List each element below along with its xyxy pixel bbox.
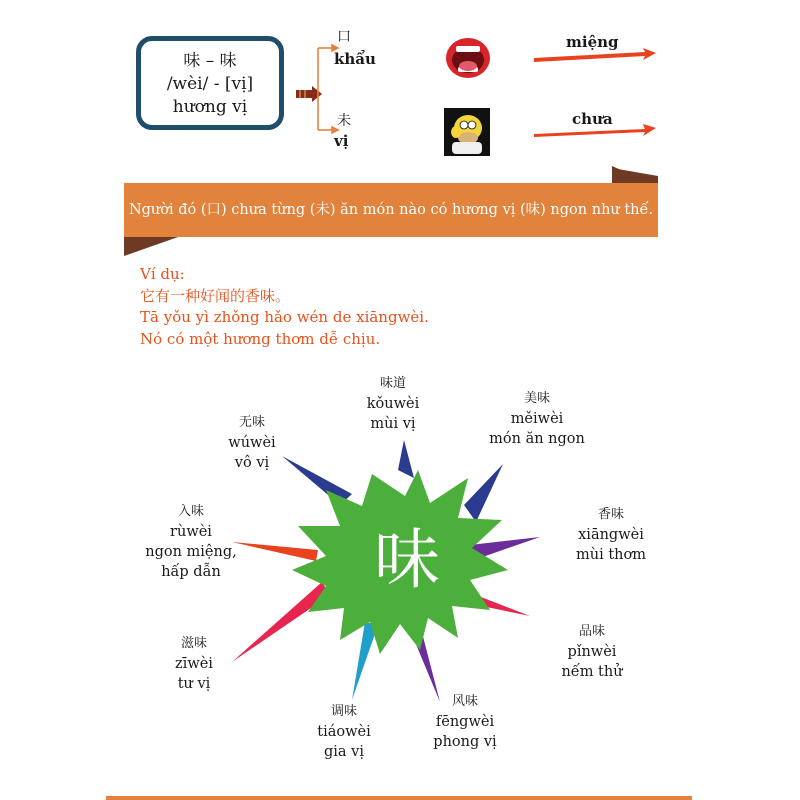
mindmap-node-wuwei: [228, 413, 275, 473]
component-word-2: vị: [334, 132, 349, 150]
word-card-hanzi: 味 – 味: [183, 51, 237, 71]
node-hanzi: 无味: [238, 415, 266, 430]
node-hanzi: 味道: [379, 376, 406, 391]
mindmap-node-ziwei: [175, 634, 213, 694]
example-pinyin: Tā yǒu yì zhǒng hǎo wén de xiāngwèi.: [140, 308, 429, 326]
node-hanzi: 美味: [523, 391, 550, 406]
node-hanzi: 风味: [451, 694, 479, 709]
component-meaning-1: miệng: [566, 33, 619, 51]
example-translation: Nó có một hương thơm dễ chịu.: [140, 329, 381, 348]
node-meaning: mùi vị: [370, 416, 416, 432]
node-pinyin: tiáowèi: [317, 724, 371, 740]
word-card-pronunciation: /wèi/ - [vị]: [166, 74, 254, 94]
node-meaning: phong vị: [433, 734, 497, 750]
mindmap-node-kouwei: [367, 374, 420, 434]
mnemonic-text: Người đó (口) chưa từng (未) ăn món nào có hương vị (味) ngon như thế.: [128, 202, 654, 218]
node-meaning: mùi thơm: [576, 547, 646, 563]
component-word-1: khẩu: [334, 50, 376, 68]
bottom-rule: [106, 796, 692, 800]
mindmap-center-char: 味: [374, 521, 440, 598]
component-meaning-2: chưa: [572, 110, 613, 128]
mindmap-node-pinwei: [561, 622, 622, 682]
node-pinyin: pǐnwèi: [567, 644, 617, 660]
node-pinyin: xiāngwèi: [578, 527, 644, 543]
mindmap-node-meiwei: [489, 389, 585, 449]
node-pinyin: wúwèi: [228, 435, 276, 451]
node-hanzi: 香味: [597, 507, 625, 522]
node-hanzi: 调味: [330, 704, 357, 719]
node-hanzi: 品味: [578, 624, 605, 639]
mindmap-node-xiangwei: [576, 505, 646, 565]
example-hanzi: 它有一种好闻的香味。: [140, 286, 291, 305]
node-meaning: vô vị: [234, 455, 270, 471]
node-hanzi: 滋味: [180, 636, 208, 651]
node-meaning: món ăn ngon: [489, 431, 585, 447]
node-hanzi: 入味: [177, 504, 204, 519]
word-card-meaning: hương vị: [172, 97, 248, 117]
example-label: Ví dụ:: [140, 265, 185, 283]
mindmap-node-ruwei: [145, 502, 237, 582]
node-meaning: nếm thử: [561, 664, 623, 680]
node-pinyin: kǒuwèi: [366, 396, 420, 412]
node-pinyin: zīwèi: [175, 656, 213, 672]
component-char-1: 口: [337, 29, 351, 45]
node-meaning: ngon miệng,: [145, 544, 237, 560]
node-meaning: gia vị: [323, 744, 364, 760]
node-meaning-line2: hấp dẫn: [161, 564, 221, 580]
component-char-2: 未: [337, 113, 351, 129]
node-meaning: tư vị: [177, 676, 211, 692]
node-pinyin: fēngwèi: [435, 714, 495, 730]
node-pinyin: měiwèi: [510, 411, 564, 427]
node-pinyin: rùwèi: [170, 524, 212, 540]
mindmap-node-fengwei: [433, 692, 496, 752]
mindmap-node-tiaowei: [317, 702, 370, 762]
